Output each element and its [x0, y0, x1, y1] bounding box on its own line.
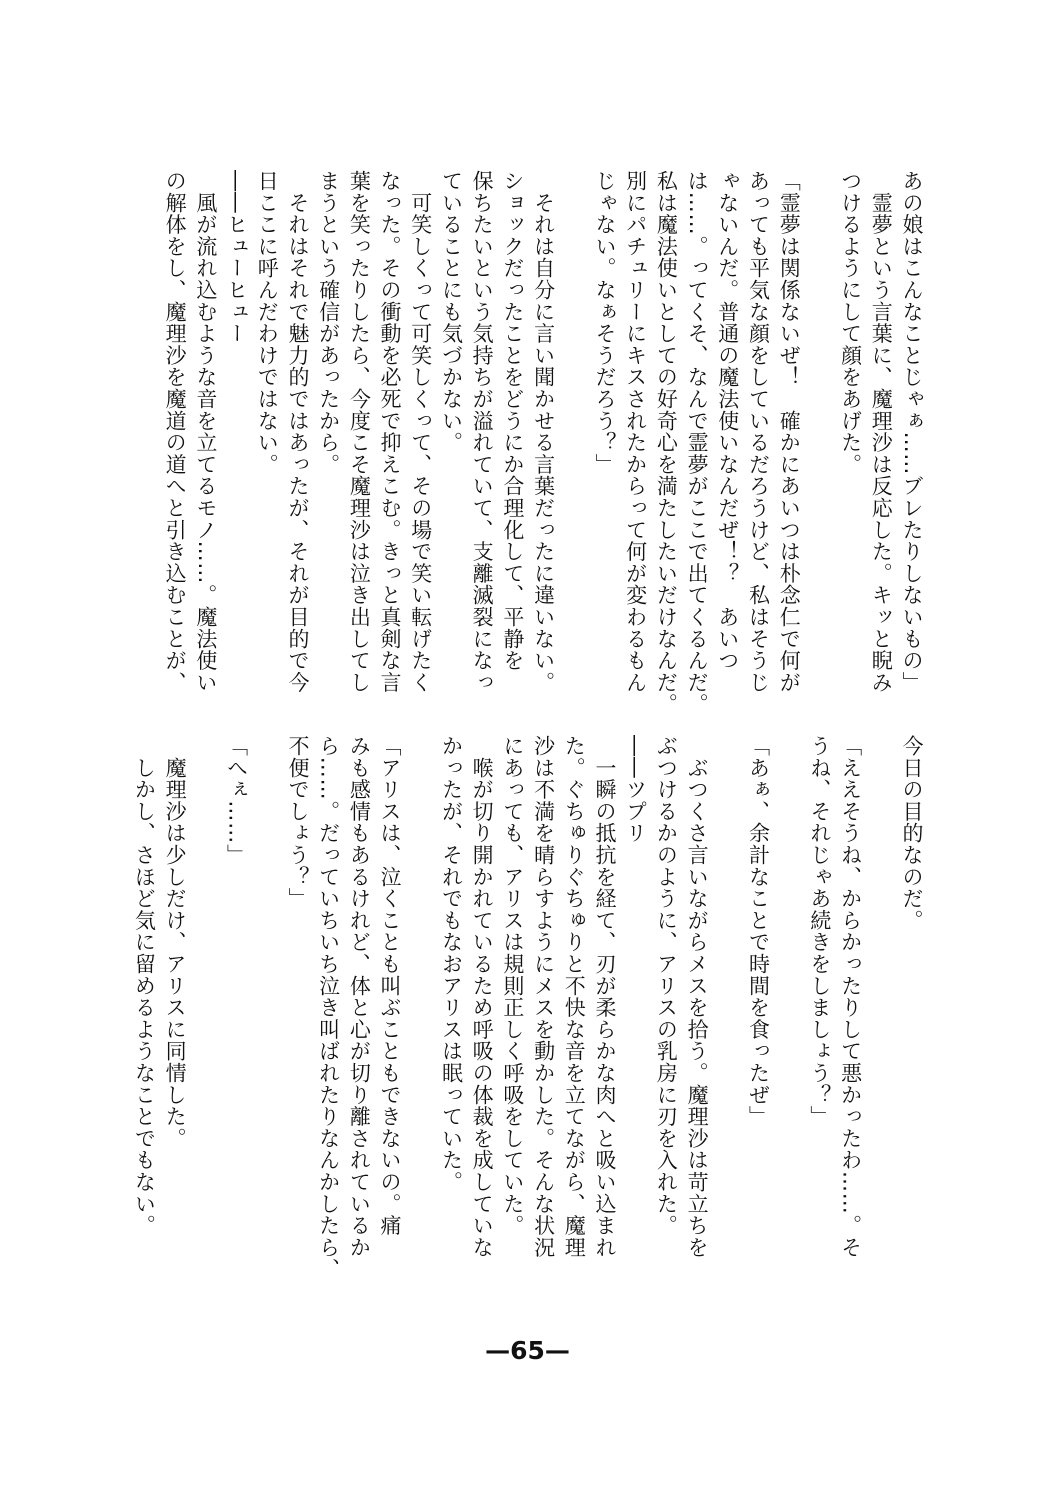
- text-line: なった。その衝動を必死で抑えこむ。きっと真剣な言: [378, 170, 403, 694]
- text-line: 沙は不満を晴らすようにメスを動かした。そんな状況: [531, 735, 556, 1259]
- text-line: ぶつけるかのように、アリスの乳房に刃を入れた。: [654, 735, 679, 1237]
- text-line: ら……。だっていちいち泣き叫ばれたりなんかしたら、: [316, 735, 341, 1280]
- blank-line: [405, 735, 436, 1275]
- text-line: 別にパチュリーにキスされたからって何が変わるもん: [623, 170, 648, 694]
- text-line: 可笑しくって可笑しくって、その場で笑い転げたく: [408, 170, 433, 694]
- blank-line: [712, 735, 743, 1275]
- blank-line: [773, 735, 804, 1275]
- text-line: うね、それじゃあ続きをしましょう？」: [807, 735, 832, 1128]
- text-line: の解体をし、魔理沙を魔道の道へと引き込むことが、: [163, 170, 188, 694]
- text-line: 「あぁ、余計なことで時間を食ったぜ」: [746, 735, 771, 1128]
- text-line: 今日の目的なのだ。: [900, 735, 924, 932]
- blank-line: [804, 170, 835, 710]
- text-line: ぶつくさ言いながらメスを拾う。魔理沙は苛立ちを: [685, 735, 710, 1259]
- text-line: しかし、さほど気に留めるようなことでもない。: [132, 735, 157, 1237]
- text-line: 保ちたいという気持ちが溢れていて、支離滅裂になっ: [470, 170, 495, 694]
- text-line: 霊夢という言葉に、魔理沙は反応した。キッと睨み: [869, 170, 894, 694]
- blank-line: [252, 735, 283, 1275]
- blank-line: [559, 170, 590, 710]
- text-line: みも感情もあるけれど、体と心が切り離されているか: [347, 735, 372, 1259]
- text-line: 「霊夢は関係ないぜ！ 確かにあいつは朴念仁で何が: [777, 170, 802, 694]
- text-line: じゃない。なぁそうだろう？」: [592, 170, 617, 476]
- lower-text-block: [129, 735, 927, 1280]
- text-line: 喉が切り開かれているため呼吸の体裁を成していな: [470, 735, 495, 1259]
- text-line: 日ここに呼んだわけではない。: [255, 170, 280, 476]
- text-line: 「へぇ……」: [224, 735, 249, 866]
- text-line: にあっても、アリスは規則正しく呼吸をしていた。: [500, 735, 525, 1237]
- text-line: 「ええそうね、からかったりして悪かったわ……。そ: [838, 735, 863, 1259]
- text-line: まうという確信があったから。: [316, 170, 341, 476]
- text-line: 一瞬の抵抗を経て、刃が柔らかな肉へと吸い込まれ: [592, 735, 617, 1259]
- text-line: あっても平気な顔をしているだろうけど、私はそうじ: [746, 170, 771, 694]
- text-line: 「アリスは、泣くことも叫ぶこともできないの。痛: [378, 735, 403, 1237]
- page-number: —65—: [485, 1336, 570, 1365]
- text-line: それはそれで魅力的ではあったが、それが目的で今: [285, 170, 310, 694]
- text-line: ていることにも気づかない。: [439, 170, 464, 454]
- blank-line: [866, 735, 897, 1275]
- text-line: た。ぐちゅりぐちゅりと不快な音を立てながら、魔理: [562, 735, 587, 1259]
- text-line: それは自分に言い聞かせる言葉だったに違いない。: [531, 170, 556, 694]
- text-line: ――ツプリ: [623, 735, 648, 844]
- text-line: つけるようにして顔をあげた。: [838, 170, 863, 476]
- text-line: 魔理沙は少しだけ、アリスに同情した。: [163, 735, 188, 1150]
- text-line: ショックだったことをどうにか合理化して、平静を: [500, 170, 525, 672]
- text-line: 私は魔法使いとしての好奇心を満たしたいだけなんだ。: [654, 170, 679, 715]
- text-line: 葉を笑ったりしたら、今度こそ魔理沙は泣き出してし: [347, 170, 372, 694]
- text-line: 不便でしょう？」: [285, 735, 310, 910]
- text-line: ゃないんだ。普通の魔法使いなんだぜ！？ あいつ: [715, 170, 740, 672]
- blank-line: [190, 735, 221, 1275]
- text-line: かったが、それでもなおアリスは眠っていた。: [439, 735, 464, 1193]
- upper-text-block: [159, 170, 927, 715]
- text-line: ――ヒューヒュー: [224, 170, 249, 345]
- text-line: は……。ってくそ、なんで霊夢がここで出てくるんだ。: [685, 170, 710, 715]
- text-line: あの娘はこんなことじゃぁ……ブレたりしないもの」: [900, 170, 924, 694]
- text-line: 風が流れ込むような音を立てるモノ……。魔法使い: [193, 170, 218, 694]
